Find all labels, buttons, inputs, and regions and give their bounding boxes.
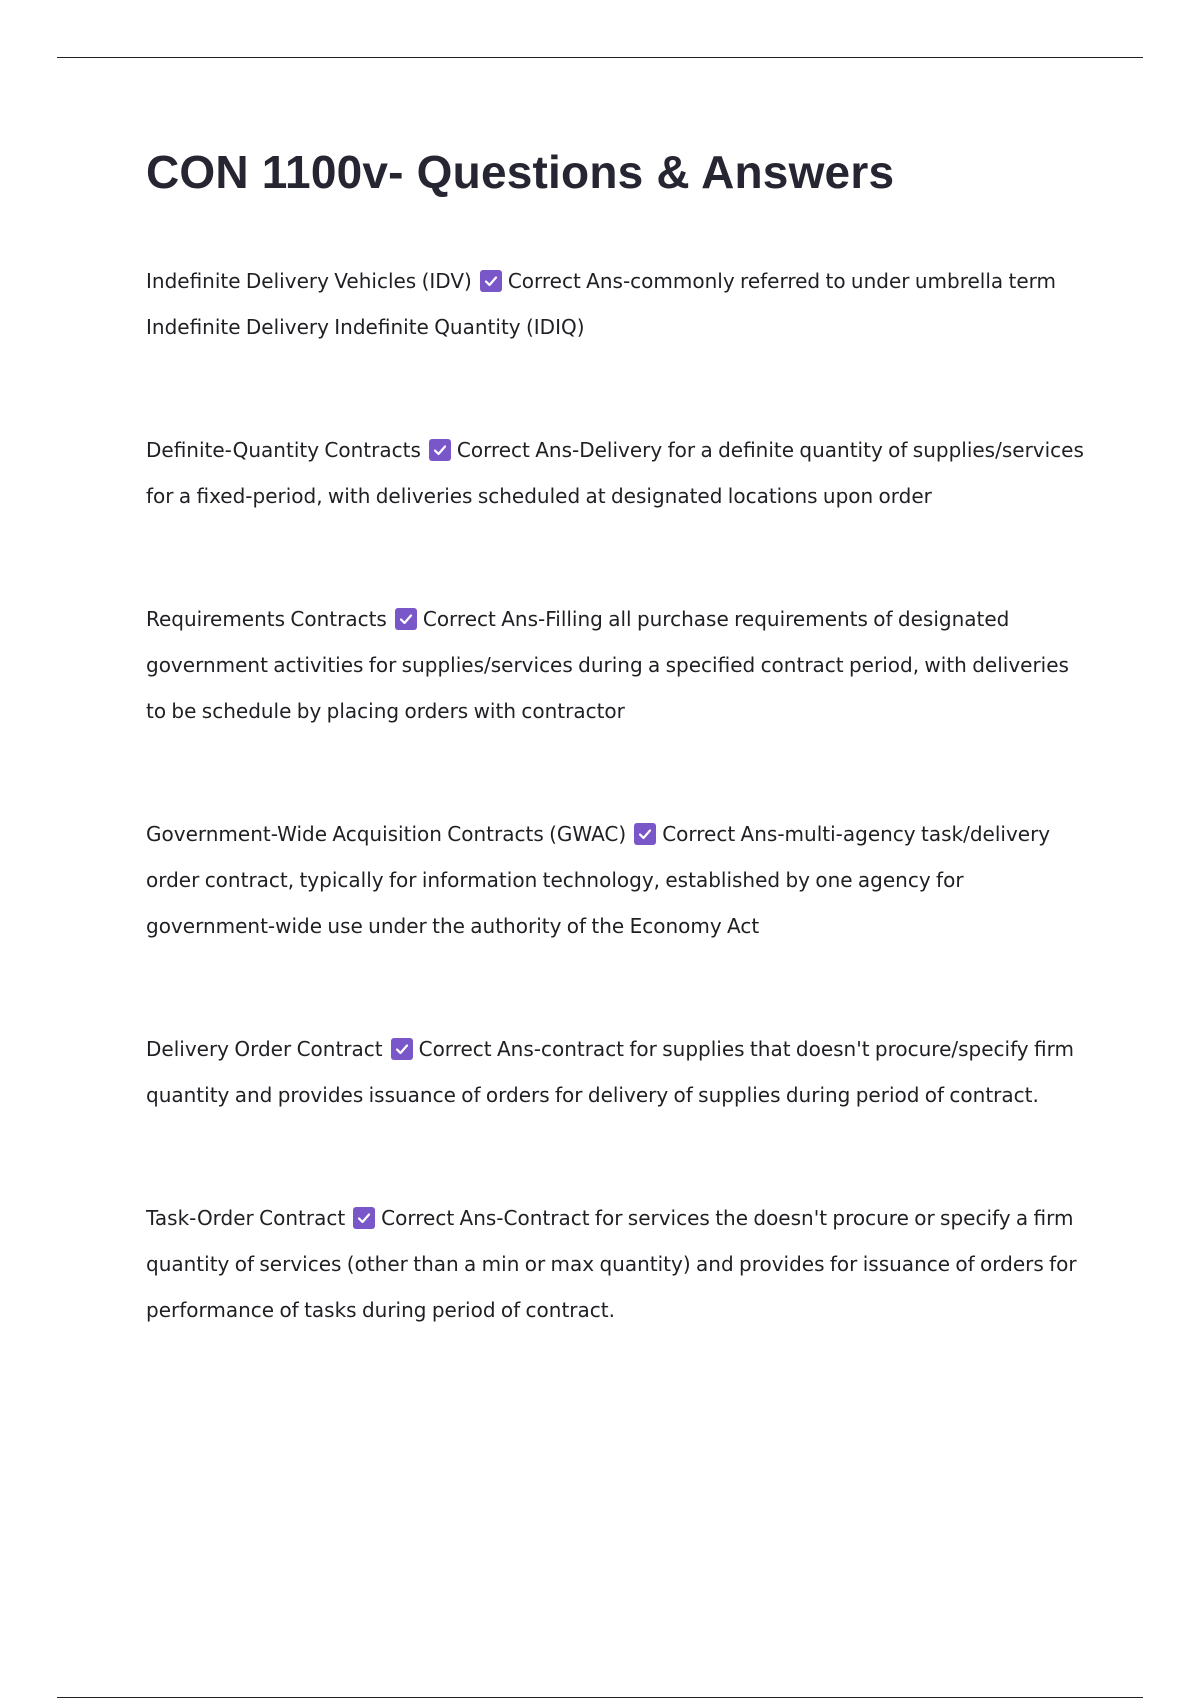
qa-term: Government-Wide Acquisition Contracts (GWAC) xyxy=(146,822,627,846)
qa-answer: Correct Ans-commonly referred to under umbrella term Indefinite Delivery Indefinite Quantity (IDIQ) xyxy=(146,269,1057,339)
checkbox-checked-icon xyxy=(480,270,502,292)
qa-term: Indefinite Delivery Vehicles (IDV) xyxy=(146,269,472,293)
checkbox-checked-icon xyxy=(353,1207,375,1229)
qa-item xyxy=(146,811,1086,949)
checkbox-checked-icon xyxy=(634,823,656,845)
qa-term: Task-Order Contract xyxy=(146,1206,346,1230)
qa-answer: Correct Ans-Contract for services the doesn't procure or specify a firm quantity of services (other than a min or max quantity) and provides for issuance of orders for performance of tasks during period of contract. xyxy=(146,1206,1077,1322)
qa-answer: Correct Ans-Delivery for a definite quantity of supplies/services for a fixed-period, with deliveries scheduled at designated locations upon order xyxy=(146,438,1084,508)
qa-answer: Correct Ans-contract for supplies that doesn't procure/specify firm quantity and provides issuance of orders for delivery of supplies during period of contract. xyxy=(146,1037,1074,1107)
qa-term: Requirements Contracts xyxy=(146,607,387,631)
qa-term: Definite-Quantity Contracts xyxy=(146,438,421,462)
qa-item xyxy=(146,258,1086,350)
checkbox-checked-icon xyxy=(391,1038,413,1060)
qa-answer: Correct Ans-multi-agency task/delivery order contract, typically for information technology, established by one agency for government-wide use under the authority of the Economy Act xyxy=(146,822,1051,938)
qa-term: Delivery Order Contract xyxy=(146,1037,383,1061)
bottom-rule xyxy=(57,1697,1143,1698)
top-rule xyxy=(57,57,1143,58)
checkbox-checked-icon xyxy=(429,439,451,461)
document-body xyxy=(146,140,1086,1410)
qa-list xyxy=(146,258,1086,1333)
qa-answer: Correct Ans-Filling all purchase requirements of designated government activities for supplies/services during a specified contract period, with deliveries to be schedule by placing orders with contractor xyxy=(146,607,1069,723)
page-title: CON 1100v- Questions & Answers xyxy=(146,146,895,198)
qa-item xyxy=(146,427,1086,519)
checkbox-checked-icon xyxy=(395,608,417,630)
qa-item xyxy=(146,1026,1086,1118)
qa-item xyxy=(146,1195,1086,1333)
qa-item xyxy=(146,596,1086,734)
